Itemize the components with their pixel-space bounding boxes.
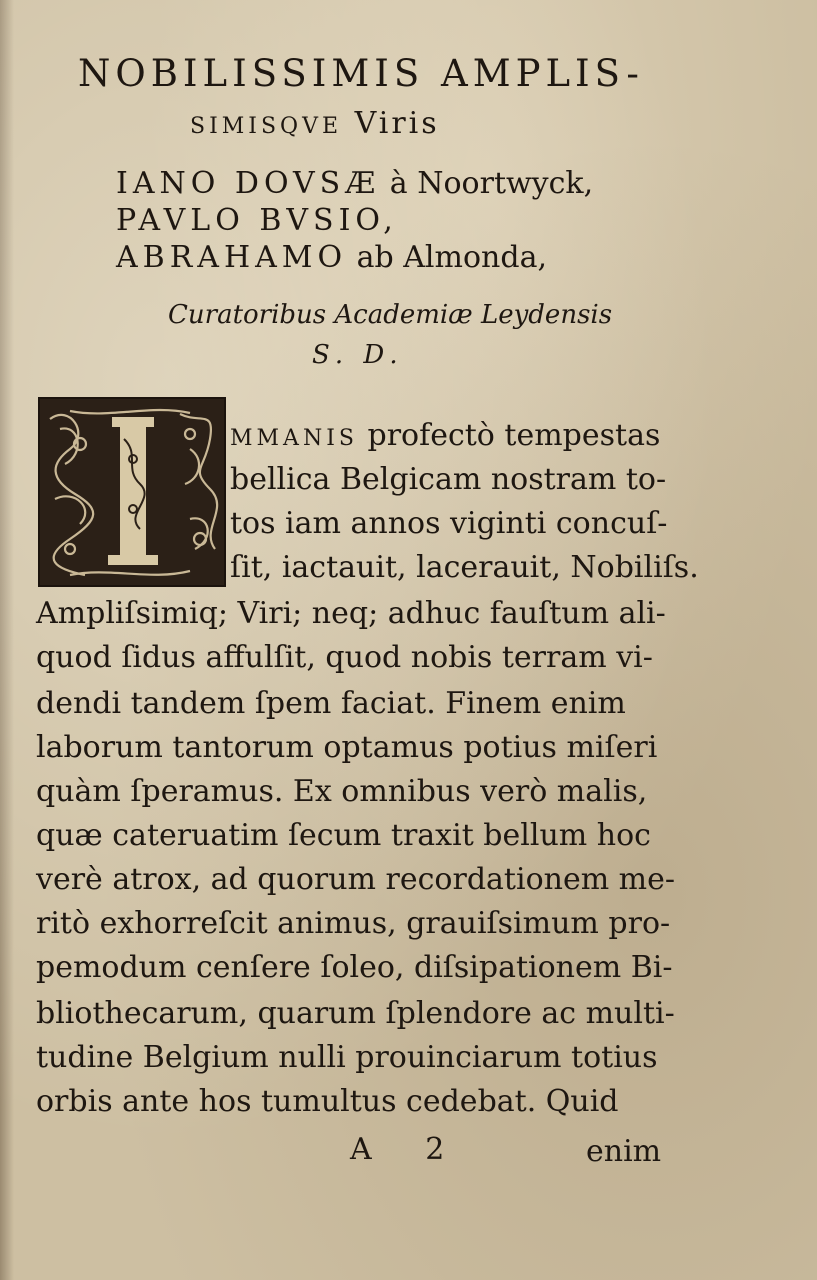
addressee-dousa: IANO DOVSÆ à Noortwyck, [116, 166, 594, 201]
heading-line-2-rest: Viris [354, 106, 440, 141]
catchword: enim [586, 1134, 662, 1169]
heading-line-2 [190, 106, 440, 141]
body-line-16: orbis ante hos tumultus cedebat. Quid [36, 1084, 619, 1119]
body-line-15: tudine Belgium nulli prouinciarum totius [36, 1040, 658, 1075]
body-line-9: quàm ſperamus. Ex omnibus verò malis, [36, 774, 648, 809]
body-line-14: bliothecarum, quarum ſplendore ac multi- [36, 996, 675, 1031]
body-line-6: quod ſidus affulſit, quod nobis terram vi- [36, 640, 653, 675]
body-line-12: ritò exhorreſcit animus, grauiſsimum pro- [36, 906, 671, 941]
addressee-almonda: ABRAHAMO ab Almonda, [116, 240, 547, 275]
body-line-13: pemodum cenſere ſoleo, diſsipationem Bi- [36, 950, 673, 985]
body-line-3: tos iam annos viginti concuſ- [230, 506, 668, 541]
heading-line-2-caps: SIMISQVE [190, 114, 343, 139]
heading-line-1: NOBILISSIMIS AMPLIS- [78, 52, 644, 95]
curatoribus-line: Curatoribus Academiæ Leydensis [168, 300, 613, 330]
ornamental-initial-icon [38, 397, 226, 587]
body-line-4: ſit, iactauit, lacerauit, Nobiliſs. [230, 550, 699, 585]
body-line-11: verè atrox, ad quorum recordationem me- [36, 862, 676, 897]
salutation: S. D. [312, 340, 404, 370]
body-line-8: laborum tantorum optamus potius miſeri [36, 730, 658, 765]
addressee-busio: PAVLO BVSIO, [116, 203, 398, 238]
body-line-7: dendi tandem ſpem faciat. Finem enim [36, 686, 626, 721]
body-line-2: bellica Belgicam nostram to- [230, 462, 667, 497]
body-line-10: quæ cateruatim ſecum traxit bellum hoc [36, 818, 651, 853]
body-line-1: MMANIS profectò tempestas [230, 418, 661, 453]
signature-mark: A 2 [350, 1132, 467, 1167]
body-line-5: Ampliſsimiq; Viri; neq; adhuc fauſtum ali- [36, 596, 666, 631]
